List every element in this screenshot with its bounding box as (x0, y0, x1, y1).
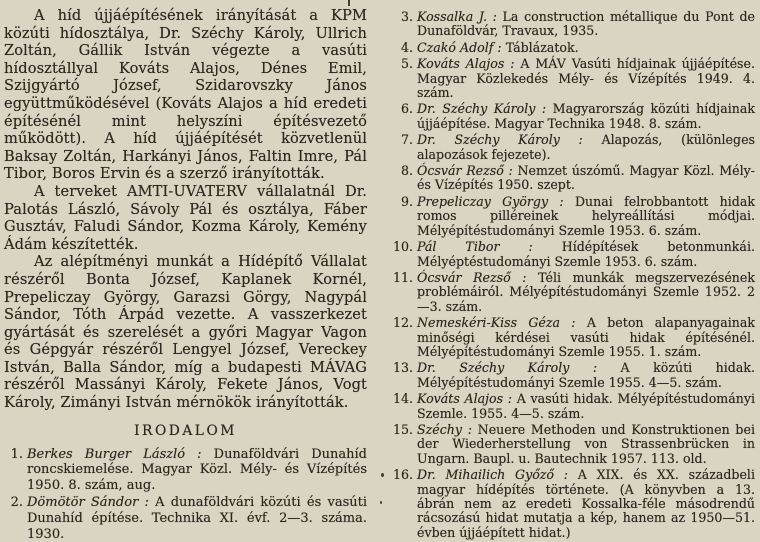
entry-number: 16. (393, 467, 414, 483)
entry-number: 8. (400, 163, 413, 179)
bibliography-entry (393, 271, 755, 314)
entry-author: Kováts Alajos : (417, 56, 515, 72)
scan-artifact (381, 473, 384, 477)
bibliography-entry (393, 468, 755, 540)
bibliography-entry (4, 495, 367, 542)
entry-text: Táblázatok. (505, 39, 579, 55)
right-column (393, 7, 755, 540)
entry-text: Dunai felrobbantott hidak romos pilléreinek helyreállítási módjai. Mélyépítéstudományi Szemle 1953. 6. szám. (417, 193, 755, 238)
section-heading-irodalom: IRODALOM (134, 422, 237, 439)
entry-text: La construction métallique du Pont de Dunaföldvár, Travaux, 1935. (417, 9, 755, 39)
entry-author: Ócsvár Rezső : (417, 269, 527, 285)
entry-author: Dr. Széchy Károly : (417, 101, 547, 117)
entry-number: 12. (393, 315, 414, 331)
entry-author: Prepeliczay György : (417, 193, 564, 209)
entry-number: 11. (393, 269, 414, 285)
entry-author: Kováts Alajos : (417, 391, 512, 407)
entry-author: Dr. Széchy Károly : (417, 132, 583, 148)
entry-text: Neuere Methoden und Konstruktionen bei der Wiederherstellung von Strassenbrücken in Ungarn. Baupl. u. Bautechnik 1957. 113. old. (417, 421, 755, 466)
entry-number: 14. (393, 391, 414, 407)
entry-number: 1. (10, 446, 23, 462)
bibliography-entry (393, 423, 755, 466)
entry-number: 13. (393, 360, 414, 376)
entry-text: A beton alapanyagainak minőségi kérdései vasúti hidak építésénél. Mélyépítéstudományi Szemle 1955. 1. szám. (417, 315, 755, 359)
entry-number: 4. (400, 39, 413, 55)
entry-number: 3. (400, 9, 413, 24)
bibliography-entry (393, 316, 755, 359)
entry-author: Dömötör Sándor : (27, 495, 149, 511)
entry-number: 7. (400, 132, 413, 148)
entry-author: Berkes Burger László : (27, 446, 202, 462)
body-paragraph: Az alépítményi munkát a Hídépítő Vállalat részéről Bonta József, Kaplanek Kornél, Prepeliczay György, Garazsi Görgy, Nagypál Sándor, Tóth Árpád vezette. A vasszerkezet gyártását és szerelését a győri Magyar Vagon és Gépgyár részéről Lengyel József, Vereckey István, Balla Sándor, míg a budapesti MÁVAG részéről Massányi Károly, Fekete János, Vogt Károly, Zimányi István mérnökök irányították. (4, 253, 367, 412)
bibliography-entry (393, 57, 755, 100)
bibliography-entry (4, 447, 367, 494)
entry-author: Dr. Mihailich Győző : (417, 467, 568, 483)
body-paragraph: A terveket AMTI-UVATERV vállalatnál Dr. Palotás László, Sávoly Pál és osztálya, Fáber Gusztáv, Faludi Sándor, Kozma Károly, Kemény Ádám készítették. (4, 182, 367, 253)
entry-text: A közúti hidak. Mélyépítéstudományi Szemle 1955. 4—5. szám. (417, 360, 755, 390)
entry-text: Magyarország közúti hídjainak újjáépítése. Magyar Technika 1948. 8. szám. (417, 101, 755, 131)
bibliography-entry (393, 41, 755, 55)
bibliography-entry (393, 102, 755, 131)
entry-text: Nemzet úszómű. Magyar Közl. Mély- és Vízépítés 1950. szept. (417, 163, 755, 193)
entry-text: Alapozás, (különleges alapozások fejezete). (417, 132, 755, 162)
bibliography-entry (393, 240, 755, 269)
entry-author: Nemeskéri-Kiss Géza : (417, 315, 576, 331)
bibliography-entry (393, 10, 755, 39)
entry-author: Czakó Adolf : (417, 39, 502, 55)
bibliography-entry (393, 392, 755, 421)
entry-number: 2. (10, 495, 23, 511)
bibliography-entry (393, 361, 755, 390)
entry-author: Széchy : (417, 421, 472, 437)
entry-number: 10. (393, 239, 414, 255)
entry-author: Dr. Széchy Károly : (417, 360, 598, 376)
entry-text: A XIX. és XX. századbeli magyar hídépítés története. (A könyvben a 13. ábrán nem az eredeti Kossalka-féle másodrendű rácsozású hidat mutatja a kép, hanem az 1950—51. évben újjáépített hidat.) (417, 467, 755, 540)
bibliography-list-right (393, 10, 755, 540)
body-paragraphs (4, 7, 367, 412)
scan-artifact (380, 501, 382, 504)
entry-text: A dunaföldvári közúti és vasúti Dunahíd építése. Technika XI. évf. 2—3. száma. 1930. (27, 495, 367, 542)
entry-number: 5. (400, 56, 413, 72)
entry-number: 15. (393, 421, 414, 437)
entry-number: 9. (400, 193, 413, 209)
entry-text: Dunaföldvári Dunahíd roncskiemelése. Magyar Közl. Mély- és Vízépítés 1950. 8. szám, aug. (27, 446, 367, 494)
entry-text: A MÁV Vasúti hídjainak újjáépítése. Magyar Közlekedés Mély- és Vízépítés 1949. 4. szám. (417, 56, 755, 101)
bibliography-list-left (4, 447, 367, 542)
entry-author: Pál Tibor : (417, 239, 533, 255)
entry-author: Ócsvár Rezső : (417, 163, 513, 179)
body-paragraph: A híd újjáépítésének irányítását a KPM közúti hídosztálya, Dr. Széchy Károly, Ullrich Zoltán, Gállik István végezte a vasúti hídosztállyal Kováts Alajos, Dénes Emil, Szijgyártó József, Szidarovszky János együttműködésével (Kováts Alajos a híd eredeti építésénél mint helyszíni építésvezető működött). A híd újjáépítését közvetlenül Baksay Zoltán, Harkányi János, Faltin Imre, Pál Tibor, Boros Ervin és a szerző irányították. (4, 7, 367, 183)
bibliography-entry (393, 133, 755, 162)
left-column (4, 7, 367, 542)
entry-text: Téli munkák megszervezésének problémáiról. Mélyépítéstudományi Szemle 1952. 2—3. szám. (417, 269, 755, 314)
bibliography-entry (393, 195, 755, 238)
entry-number: 6. (400, 101, 413, 117)
entry-text: Hídépítések betonmunkái. Mélyéptéstudományi Szemle 1953. 6. szám. (417, 239, 755, 269)
entry-author: Kossalka J. : (417, 9, 497, 24)
scan-artifact (348, 0, 350, 6)
bibliography-entry (393, 164, 755, 193)
entry-text: A vasúti hidak. Mélyépítéstudományi Szemle. 1955. 4—5. szám. (417, 391, 755, 421)
